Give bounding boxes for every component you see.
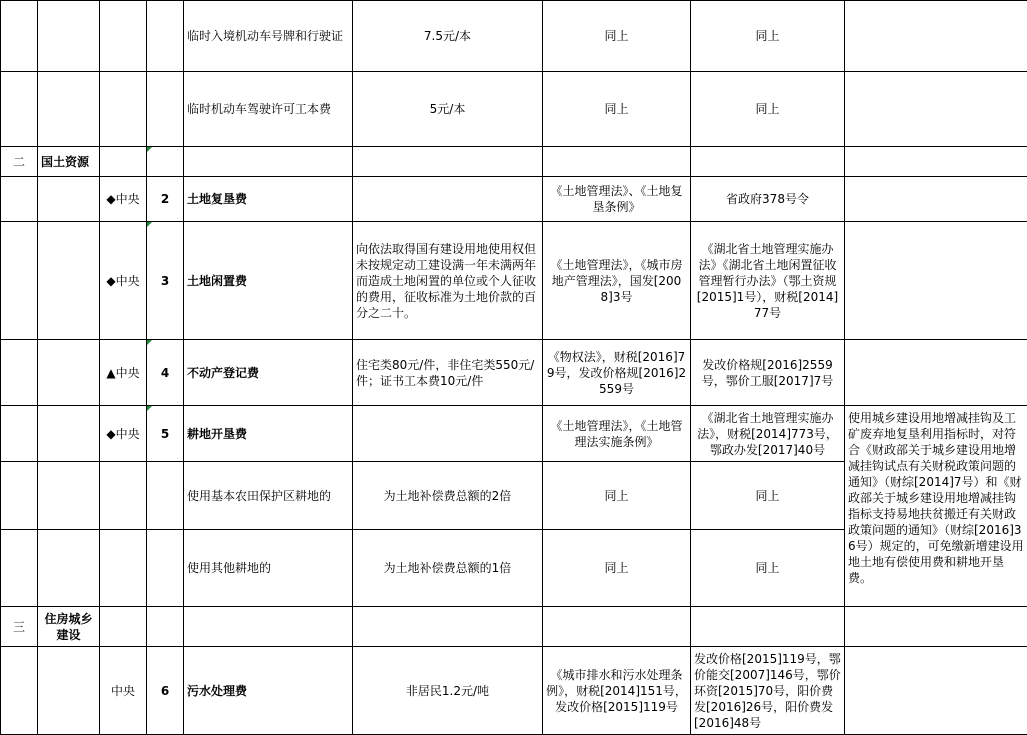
cell-fee-name[interactable]: 污水处理费 — [184, 647, 353, 735]
cell-policy[interactable]: 《物权法》，财税[2016]79号，发改价格规[2016]2559号 — [543, 340, 691, 406]
cell-policy[interactable]: 《土地管理法》，《土地管理法实施条例》 — [543, 406, 691, 462]
cell-policy[interactable] — [543, 147, 691, 177]
cell-category[interactable] — [38, 72, 100, 147]
cell-fee-name[interactable]: 临时入境机动车号牌和行驶证 — [184, 1, 353, 72]
table-row — [1, 72, 1027, 147]
cell-standard[interactable]: 7.5元/本 — [353, 1, 543, 72]
cell-price-doc[interactable] — [691, 607, 845, 647]
table-row — [1, 222, 1027, 340]
cell-no[interactable]: 2 — [147, 177, 184, 222]
cell-price-doc[interactable]: 同上 — [691, 72, 845, 147]
cell-fee-name[interactable]: 土地复垦费 — [184, 177, 353, 222]
table-row — [1, 177, 1027, 222]
cell-no[interactable] — [147, 147, 184, 177]
cell-category[interactable] — [38, 647, 100, 735]
cell-policy[interactable]: 同上 — [543, 72, 691, 147]
cell-seq[interactable] — [1, 72, 38, 147]
cell-seq[interactable]: 三 — [1, 607, 38, 647]
cell-fee-name[interactable]: 耕地开垦费 — [184, 406, 353, 462]
cell-price-doc[interactable]: 发改价格[2015]119号，鄂价能交[2007]146号，鄂价环资[2015]70号，阳价费发[2016]26号，阳价费发 [2016]48号 — [691, 647, 845, 735]
cell-seq[interactable] — [1, 647, 38, 735]
cell-fee-name[interactable]: 不动产登记费 — [184, 340, 353, 406]
cell-policy[interactable]: 《土地管理法》，《城市房地产管理法》，国发[2008]3号 — [543, 222, 691, 340]
cell-seq[interactable] — [1, 222, 38, 340]
cell-remark[interactable] — [845, 177, 1027, 222]
cell-price-doc[interactable]: 《湖北省土地管理实施办法》《湖北省土地闲置征收管理暂行办法》（鄂土资规[2015]1号），财税[2014]77号 — [691, 222, 845, 340]
cell-no[interactable] — [147, 607, 184, 647]
cell-seq[interactable] — [1, 530, 38, 607]
cell-no[interactable] — [147, 462, 184, 530]
cell-category[interactable] — [38, 177, 100, 222]
cell-standard[interactable] — [353, 607, 543, 647]
cell-remark[interactable] — [845, 607, 1027, 647]
cell-standard[interactable]: 住宅类80元/件，非住宅类550元/件；证书工本费10元/件 — [353, 340, 543, 406]
cell-no[interactable] — [147, 72, 184, 147]
section-row — [1, 147, 1027, 177]
cell-level[interactable] — [100, 72, 147, 147]
cell-remark[interactable] — [845, 147, 1027, 177]
cell-no[interactable] — [147, 1, 184, 72]
cell-category[interactable] — [38, 340, 100, 406]
cell-standard[interactable] — [353, 147, 543, 177]
cell-standard[interactable]: 为土地补偿费总额的2倍 — [353, 462, 543, 530]
cell-remark[interactable] — [845, 1, 1027, 72]
cell-category[interactable] — [38, 530, 100, 607]
cell-level[interactable]: ▲中央 — [100, 340, 147, 406]
cell-seq[interactable] — [1, 406, 38, 462]
cell-category[interactable] — [38, 462, 100, 530]
cell-price-doc[interactable]: 同上 — [691, 1, 845, 72]
cell-category[interactable] — [38, 406, 100, 462]
cell-seq[interactable] — [1, 462, 38, 530]
cell-fee-name[interactable]: 临时机动车驾驶许可工本费 — [184, 72, 353, 147]
cell-category[interactable] — [38, 1, 100, 72]
cell-level[interactable]: 中央 — [100, 647, 147, 735]
cell-price-doc[interactable]: 同上 — [691, 530, 845, 607]
cell-standard[interactable]: 5元/本 — [353, 72, 543, 147]
cell-remark[interactable] — [845, 222, 1027, 340]
cell-level[interactable]: ◆中央 — [100, 177, 147, 222]
cell-level[interactable] — [100, 147, 147, 177]
cell-level[interactable] — [100, 607, 147, 647]
cell-policy[interactable]: 《城市排水和污水处理条例》，财税[2014]151号，发改价格[2015]119号 — [543, 647, 691, 735]
cell-price-doc[interactable] — [691, 147, 845, 177]
cell-fee-name[interactable]: 使用其他耕地的 — [184, 530, 353, 607]
cell-standard[interactable] — [353, 177, 543, 222]
cell-remark[interactable] — [845, 647, 1027, 735]
cell-level[interactable]: ◆中央 — [100, 406, 147, 462]
cell-price-doc[interactable]: 《湖北省土地管理实施办法》，财税[2014]773号，鄂政办发[2017]40号 — [691, 406, 845, 462]
cell-policy[interactable]: 同上 — [543, 462, 691, 530]
cell-standard[interactable]: 非居民1.2元/吨 — [353, 647, 543, 735]
table-row — [1, 406, 1027, 462]
section-row — [1, 607, 1027, 647]
table-row — [1, 647, 1027, 735]
cell-seq[interactable] — [1, 1, 38, 72]
table-row — [1, 340, 1027, 406]
cell-no[interactable] — [147, 530, 184, 607]
cell-seq[interactable] — [1, 340, 38, 406]
cell-no[interactable]: 3 — [147, 222, 184, 340]
cell-level[interactable] — [100, 530, 147, 607]
cell-price-doc[interactable]: 省政府378号令 — [691, 177, 845, 222]
cell-standard[interactable]: 为土地补偿费总额的1倍 — [353, 530, 543, 607]
cell-remark[interactable] — [845, 340, 1027, 406]
cell-remark[interactable]: 使用城乡建设用地增减挂钩及工矿废弃地复垦利用指标时，对符合《财政部关于城乡建设用地增减挂钩试点有关财税政策问题的通知》（财综[2014]7号）和《财政部关于城乡建设用地增减挂钩指标支持易地扶贫搬迁有关财政政策问题的通知》（财综[2016]36号）规定的，可免缴新增建设用地土地有偿使用费和耕地开垦费。 — [845, 406, 1027, 607]
cell-policy[interactable]: 同上 — [543, 530, 691, 607]
cell-level[interactable] — [100, 1, 147, 72]
cell-category[interactable] — [38, 222, 100, 340]
cell-remark[interactable] — [845, 72, 1027, 147]
cell-category[interactable]: 住房城乡建设 — [38, 607, 100, 647]
cell-standard[interactable]: 向依法取得国有建设用地使用权但未按规定动工建设满一年未满两年而造成土地闲置的单位或个人征收的费用，征收标准为土地价款的百分之二十。 — [353, 222, 543, 340]
cell-standard[interactable] — [353, 406, 543, 462]
cell-fee-name[interactable]: 土地闲置费 — [184, 222, 353, 340]
cell-category[interactable]: 国土资源 — [38, 147, 100, 177]
cell-seq[interactable] — [1, 177, 38, 222]
table-row — [1, 1, 1027, 72]
cell-policy[interactable]: 同上 — [543, 1, 691, 72]
cell-price-doc[interactable]: 同上 — [691, 462, 845, 530]
cell-no[interactable]: 6 — [147, 647, 184, 735]
cell-policy[interactable]: 《土地管理法》、《土地复垦条例》 — [543, 177, 691, 222]
cell-price-doc[interactable]: 发改价格规[2016]2559号，鄂价工服[2017]7号 — [691, 340, 845, 406]
cell-level[interactable] — [100, 462, 147, 530]
cell-seq[interactable]: 二 — [1, 147, 38, 177]
cell-level[interactable]: ◆中央 — [100, 222, 147, 340]
cell-fee-name[interactable] — [184, 607, 353, 647]
cell-no[interactable]: 5 — [147, 406, 184, 462]
cell-fee-name[interactable] — [184, 147, 353, 177]
cell-fee-name[interactable]: 使用基本农田保护区耕地的 — [184, 462, 353, 530]
cell-no[interactable]: 4 — [147, 340, 184, 406]
cell-policy[interactable] — [543, 607, 691, 647]
